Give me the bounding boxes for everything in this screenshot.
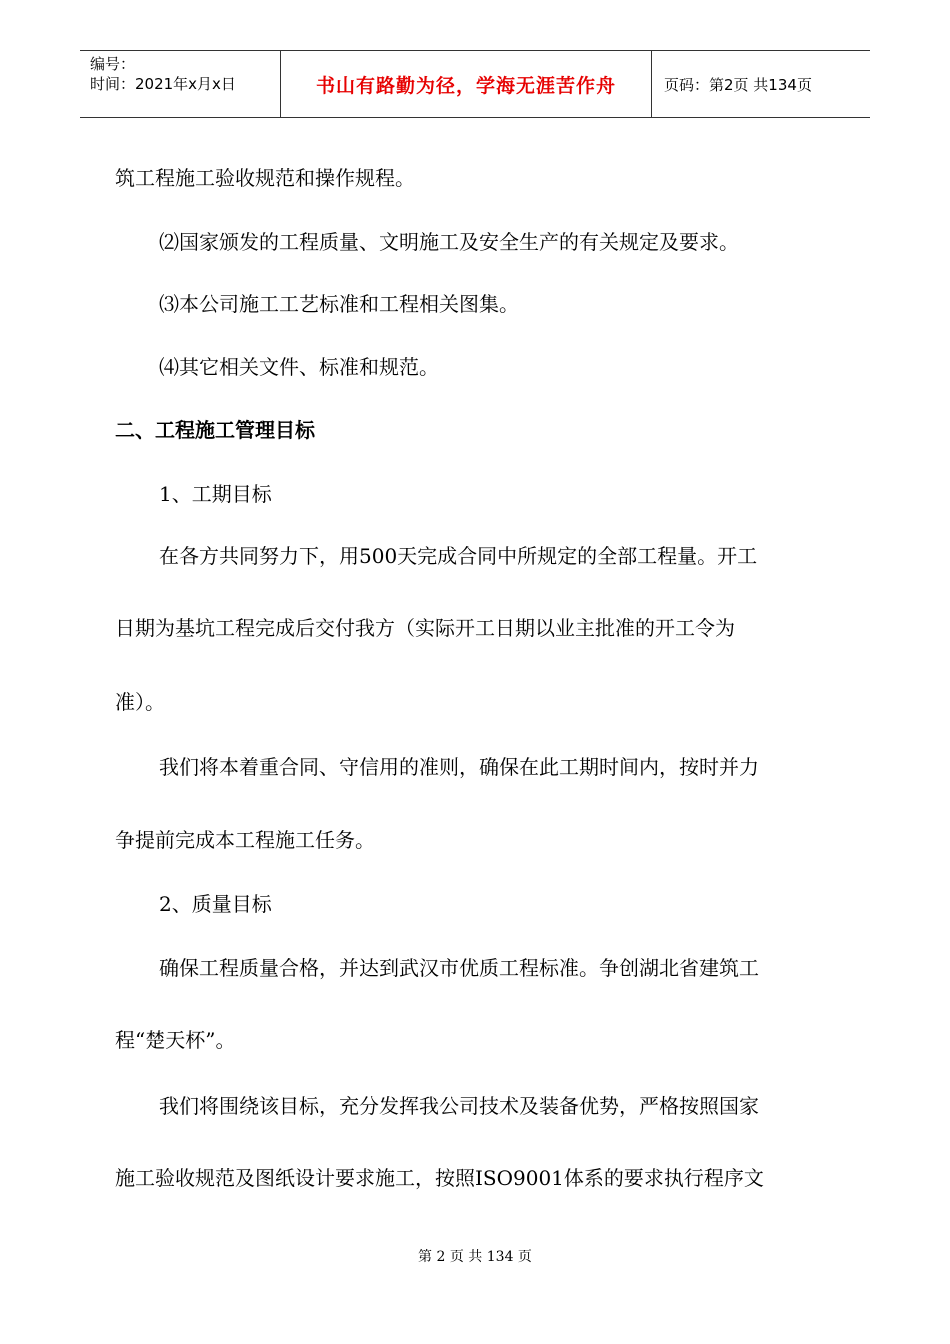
paragraph-line: ⑷其它相关文件、标准和规范。 [159, 355, 439, 379]
header-page-info: 页码：第2页 共134页 [664, 75, 812, 94]
header-motto: 书山有路勤为径，学海无涯苦作舟 [280, 51, 652, 117]
paragraph-line: 日期为基坑工程完成后交付我方（实际开工日期以业主批准的开工令为 [115, 616, 735, 640]
header-meta [80, 51, 280, 117]
header-time-label: 时间：2021年x月x日 [90, 75, 236, 93]
paragraph-line: 筑工程施工验收规范和操作规程。 [115, 166, 415, 190]
paragraph-line: 施工验收规范及图纸设计要求施工，按照ISO9001体系的要求执行程序文 [115, 1166, 764, 1190]
paragraph-line: 我们将围绕该目标，充分发挥我公司技术及装备优势，严格按照国家 [159, 1094, 759, 1118]
paragraph-line: 争提前完成本工程施工任务。 [115, 828, 375, 852]
paragraph-line: 程“楚天杯”。 [115, 1028, 236, 1052]
paragraph-line: ⑵国家颁发的工程质量、文明施工及安全生产的有关规定及要求。 [159, 230, 739, 254]
subsection-heading: 2、质量目标 [159, 892, 272, 916]
header-number-label: 编号： [90, 55, 136, 73]
paragraph-line: 确保工程质量合格，并达到武汉市优质工程标准。争创湖北省建筑工 [159, 956, 759, 980]
paragraph-line: 准）。 [115, 690, 165, 714]
page-header [80, 50, 870, 118]
paragraph-line: ⑶本公司施工工艺标准和工程相关图集。 [159, 292, 519, 316]
subsection-heading: 1、工期目标 [159, 482, 272, 506]
paragraph-line: 我们将本着重合同、守信用的准则，确保在此工期时间内，按时并力 [159, 755, 759, 779]
paragraph-line: 在各方共同努力下，用500天完成合同中所规定的全部工程量。开工 [159, 544, 758, 568]
section-heading: 二、工程施工管理目标 [115, 418, 315, 442]
page-footer: 第 2 页 共 134 页 [418, 1249, 532, 1265]
